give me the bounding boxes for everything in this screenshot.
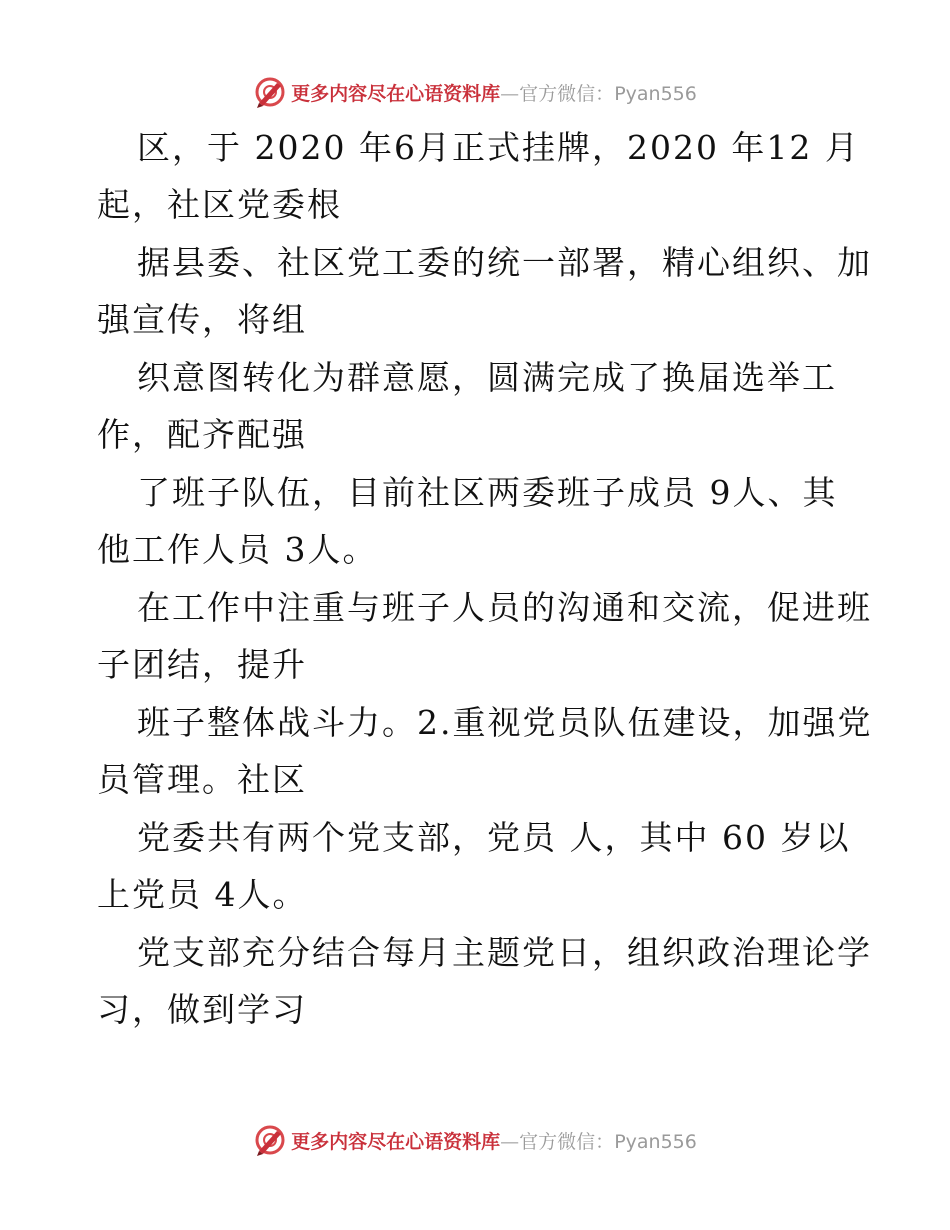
body-line: 班子整体战斗力。2.重视党员队伍建设，加强党 [137, 703, 873, 742]
header-watermark-banner [0, 72, 950, 112]
body-line: 党委共有两个党支部，党员 人，其中 60 岁以 [137, 818, 851, 857]
body-line: 党支部充分结合每月主题党日，组织政治理论学 [137, 933, 872, 972]
body-line: 区，于 2020 年6月正式挂牌，2020 年12 月 [137, 128, 860, 167]
banner-main-text: 更多内容尽在心语资料库 [291, 1130, 501, 1153]
body-line: 上党员 4人。 [97, 875, 308, 914]
footer-watermark-banner [0, 1120, 950, 1160]
body-line: 作，配齐配强 [97, 415, 307, 454]
body-line: 据县委、社区党工委的统一部署，精心组织、加 [137, 243, 872, 282]
banner-dash: — [500, 1130, 520, 1153]
body-line: 习，做到学习 [97, 990, 307, 1029]
banner-wechat-label: 官方微信： [519, 1130, 615, 1153]
pen-logo-icon [253, 75, 287, 109]
banner-wechat-label: 官方微信： [519, 82, 615, 105]
body-line: 起，社区党委根 [97, 185, 342, 224]
banner-text [291, 79, 697, 106]
body-line: 了班子队伍，目前社区两委班子成员 9人、其 [137, 473, 838, 512]
body-line: 强宣传，将组 [97, 300, 307, 339]
body-line: 织意图转化为群意愿，圆满完成了换届选举工 [137, 358, 837, 397]
banner-text [291, 1127, 697, 1154]
banner-account: Pyan556 [614, 1130, 697, 1153]
body-line: 员管理。社区 [97, 760, 307, 799]
body-line: 他工作人员 3人。 [97, 530, 378, 569]
pen-logo-icon [253, 1123, 287, 1157]
banner-account: Pyan556 [614, 82, 697, 105]
body-line: 子团结，提升 [97, 645, 307, 684]
banner-dash: — [500, 82, 520, 105]
body-line: 在工作中注重与班子人员的沟通和交流，促进班 [137, 588, 872, 627]
banner-main-text: 更多内容尽在心语资料库 [291, 82, 501, 105]
